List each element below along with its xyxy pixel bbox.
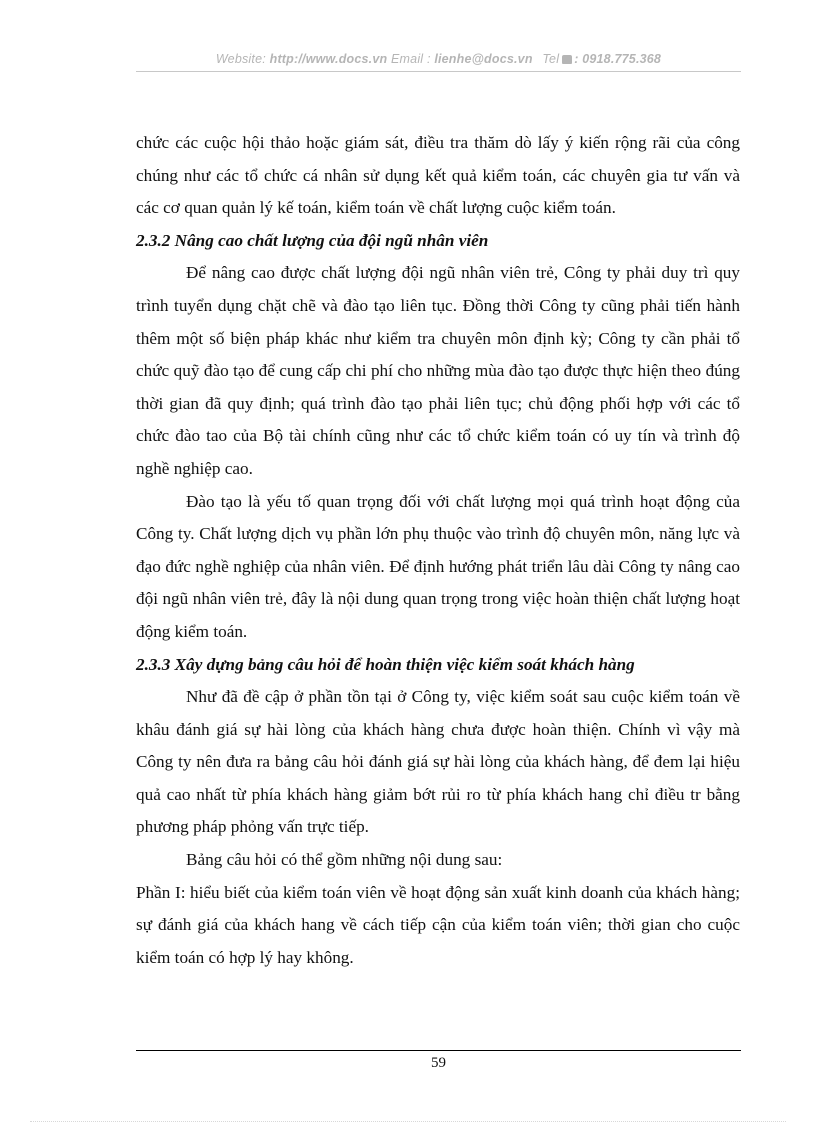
- page-number: 59: [431, 1055, 446, 1071]
- paragraph-questionnaire-intro: Bảng câu hỏi có thể gồm những nội dung sau:: [186, 850, 503, 870]
- website-label: Website:: [215, 52, 266, 66]
- paragraph-training: Đào tạo là yếu tố quan trọng đối với chất lượng mọi quá trình hoạt động của Công ty. Chất lượng dịch vụ phần lớn phụ thuộc vào trình độ chuyên môn, năng lực và đạo đức nghề nghiệp của nhân viên. Để định hướng phát triển lâu dài Công ty nâng cao đội ngũ nhân viên trẻ, đây là nội dung quan trọng trong việc hoàn thiện chất lượng hoạt động kiểm toán.: [136, 491, 740, 641]
- section-heading-2-3-2: 2.3.2 Nâng cao chất lượng của đội ngũ nhân viên: [136, 230, 489, 250]
- tel-label: Tel: [542, 52, 560, 66]
- email-label: Email :: [391, 52, 431, 66]
- paragraph-questionnaire: Như đã đề cập ở phần tồn tại ở Công ty, việc kiểm soát sau cuộc kiểm toán về khâu đánh giá sự hài lòng của khách hàng chưa được hoàn thiện. Chính vì vậy mà Công ty nên đưa ra bảng câu hỏi đánh giá sự hài lòng của khách hàng, để đem lại hiệu quả cao nhất từ phía khách hàng giảm bớt rủi ro từ phía khách hang chỉ điều tr bằng phương pháp phỏng vấn trực tiếp.: [136, 687, 740, 837]
- page-header: [136, 52, 741, 70]
- section-heading-2-3-3: 2.3.3 Xây dựng bảng câu hỏi để hoàn thiện việc kiểm soát khách hàng: [136, 654, 635, 674]
- website-url: http://www.docs.vn: [269, 52, 388, 66]
- phone-icon: [562, 55, 572, 64]
- tel-value: : 0918.775.368: [574, 52, 662, 66]
- email-value: lienhe@docs.vn: [434, 52, 533, 66]
- footer-rule: [136, 1050, 741, 1051]
- paragraph-continuation: chức các cuộc hội thảo hoặc giám sát, điều tra thăm dò lấy ý kiến rộng rãi của công chúng như các tổ chức cá nhân sử dụng kết quả kiểm toán, các chuyên gia tư vấn và các cơ quan quản lý kế toán, kiểm toán về chất lượng cuộc kiểm toán.: [136, 133, 740, 218]
- header-rule: [136, 71, 741, 72]
- document-body: [136, 127, 740, 974]
- paragraph-part-one: Phần I: hiểu biết của kiểm toán viên về hoạt động sản xuất kinh doanh của khách hàng; sự đánh giá của khách hang về cách tiếp cận của kiểm toán viên; thời gian cho cuộc kiểm toán có hợp lý hay không.: [136, 882, 740, 967]
- paragraph-staff-quality: Để nâng cao được chất lượng đội ngũ nhân viên trẻ, Công ty phải duy trì quy trình tuyển dụng chặt chẽ và đào tạo liên tục. Đồng thời Công ty cũng phải tiến hành thêm một số biện pháp khác như kiểm tra chuyên môn định kỳ; Công ty cần phải tổ chức quỹ đào tạo để cung cấp chi phí cho những mùa đào tạo được thực hiện theo đúng thời gian đã quy định; quá trình đào tạo phải liên tục; chủ động phối hợp với các tổ chức đào tao của Bộ tài chính cũng như các tổ chức kiểm toán có uy tín và trình độ nghề nghiệp cao.: [136, 263, 740, 478]
- page-edge-dotted-line: [30, 1121, 786, 1122]
